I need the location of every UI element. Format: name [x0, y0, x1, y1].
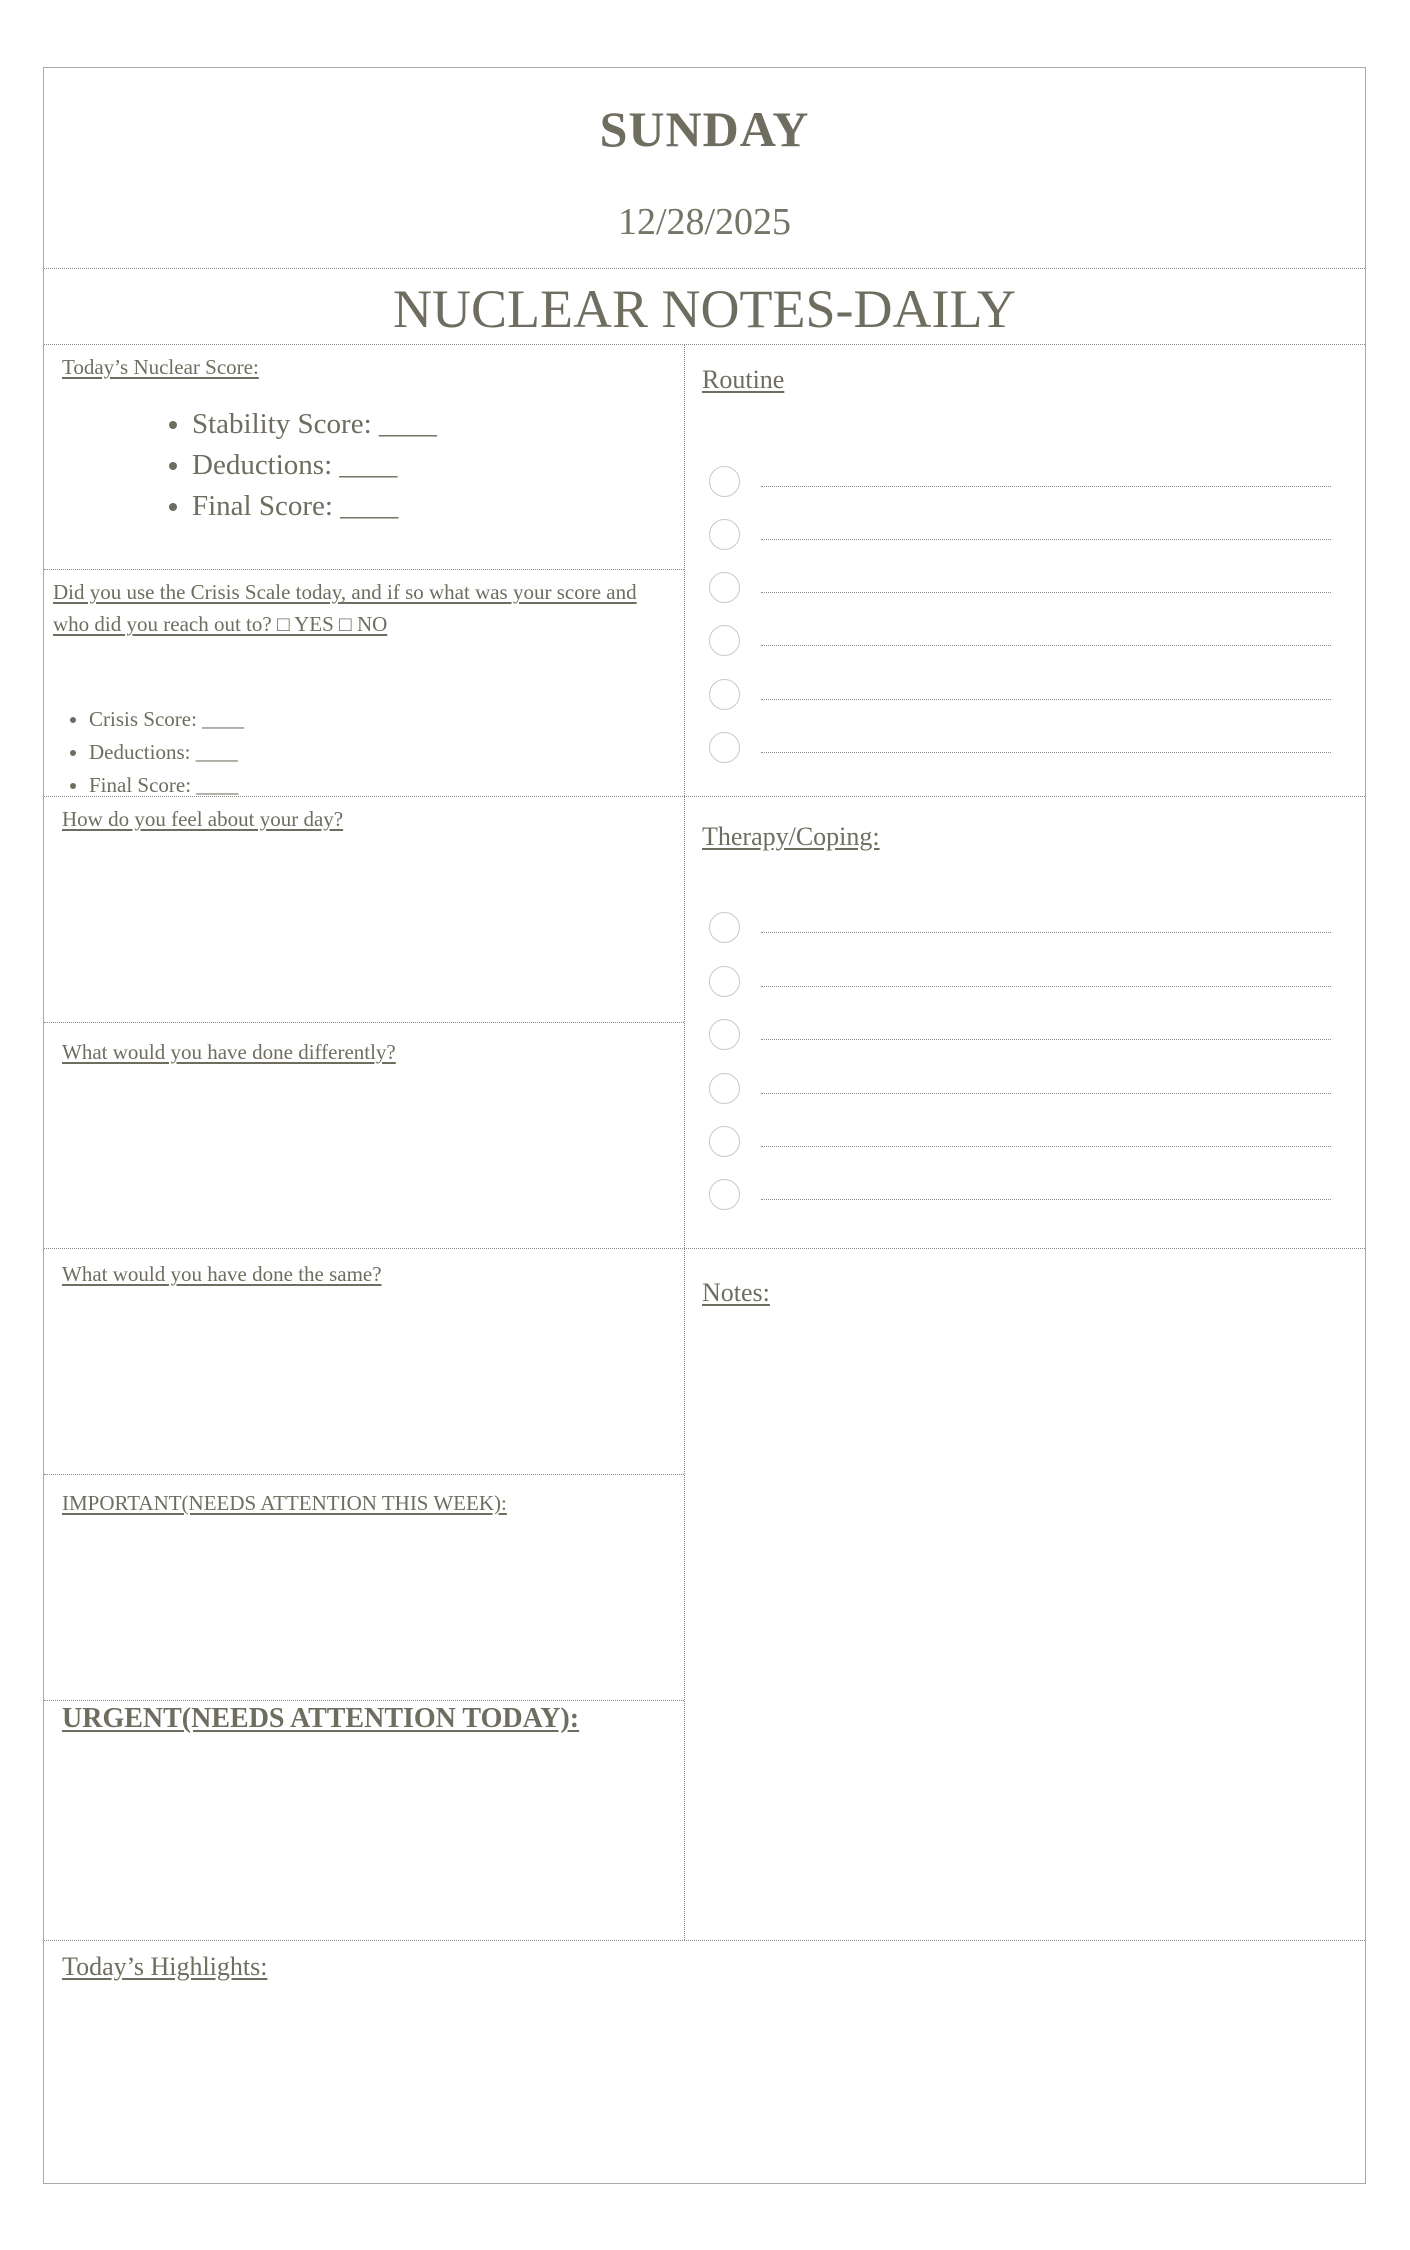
write-line: [761, 1199, 1331, 1200]
checkbox-circle-icon[interactable]: [709, 1019, 740, 1050]
crisis-score-list: [89, 703, 244, 802]
routine-item[interactable]: [709, 625, 1331, 657]
write-line: [761, 1039, 1331, 1040]
write-line: [761, 1093, 1331, 1094]
crisis-deductions-item: • Deductions: ____: [89, 736, 244, 769]
divider-highlights: [44, 1940, 1365, 1941]
column-divider: [684, 344, 685, 1940]
divider-row-4: [44, 1248, 1365, 1249]
write-line: [761, 1146, 1331, 1147]
routine-item[interactable]: [709, 572, 1331, 604]
therapy-item[interactable]: [709, 1073, 1331, 1105]
checkbox-circle-icon[interactable]: [709, 966, 740, 997]
date-label: 12/28/2025: [617, 201, 792, 243]
checkbox-circle-icon[interactable]: [709, 1179, 740, 1210]
therapy-item[interactable]: [709, 1179, 1331, 1211]
notes-label: Notes:: [702, 1278, 770, 1307]
same-prompt: What would you have done the same?: [62, 1262, 382, 1286]
routine-item[interactable]: [709, 732, 1331, 764]
routine-label: Routine: [702, 365, 785, 394]
deductions-item: • Deductions: ____: [192, 445, 437, 486]
write-line: [761, 986, 1331, 987]
therapy-coping-label: Therapy/Coping:: [702, 822, 880, 851]
crisis-final-score-item: • Final Score: ____: [89, 769, 244, 802]
day-title: SUNDAY: [599, 101, 810, 157]
checkbox-circle-icon[interactable]: [709, 1126, 740, 1157]
divider-left-5: [44, 1474, 684, 1475]
page-title: NUCLEAR NOTES-DAILY: [392, 279, 1017, 339]
write-line: [761, 699, 1331, 700]
checkbox-circle-icon[interactable]: [709, 912, 740, 943]
write-line: [761, 486, 1331, 487]
therapy-item[interactable]: [709, 1019, 1331, 1051]
divider-header: [44, 268, 1365, 269]
routine-item[interactable]: [709, 679, 1331, 711]
divider-left-1: [44, 569, 684, 570]
differently-prompt: What would you have done differently?: [62, 1040, 396, 1064]
divider-left-3: [44, 1022, 684, 1023]
write-line: [761, 752, 1331, 753]
feel-prompt: How do you feel about your day?: [62, 807, 344, 831]
write-line: [761, 539, 1331, 540]
checkbox-circle-icon[interactable]: [709, 519, 740, 550]
checkbox-circle-icon[interactable]: [709, 625, 740, 656]
routine-item[interactable]: [709, 466, 1331, 498]
write-line: [761, 592, 1331, 593]
write-line: [761, 645, 1331, 646]
checkbox-circle-icon[interactable]: [709, 679, 740, 710]
therapy-item[interactable]: [709, 1126, 1331, 1158]
important-prompt: IMPORTANT(NEEDS ATTENTION THIS WEEK):: [62, 1491, 507, 1515]
crisis-score-item: • Crisis Score: ____: [89, 703, 244, 736]
write-line: [761, 932, 1331, 933]
checkbox-circle-icon[interactable]: [709, 572, 740, 603]
final-score-item: • Final Score: ____: [192, 486, 437, 527]
routine-item[interactable]: [709, 519, 1331, 551]
checkbox-circle-icon[interactable]: [709, 466, 740, 497]
therapy-item[interactable]: [709, 966, 1331, 998]
crisis-question: Did you use the Crisis Scale today, and if so what was your score and who did you reach out to? □ YES □ NO: [53, 580, 637, 636]
checkbox-circle-icon[interactable]: [709, 732, 740, 763]
divider-title: [44, 344, 1365, 345]
nuclear-score-label: Today’s Nuclear Score:: [62, 355, 259, 379]
divider-left-6: [44, 1700, 684, 1701]
urgent-prompt: URGENT(NEEDS ATTENTION TODAY):: [62, 1703, 580, 1734]
nuclear-score-list: [192, 404, 437, 527]
therapy-item[interactable]: [709, 912, 1331, 944]
stability-score-item: • Stability Score: ____: [192, 404, 437, 445]
checkbox-circle-icon[interactable]: [709, 1073, 740, 1104]
highlights-label: Today’s Highlights:: [62, 1952, 268, 1981]
